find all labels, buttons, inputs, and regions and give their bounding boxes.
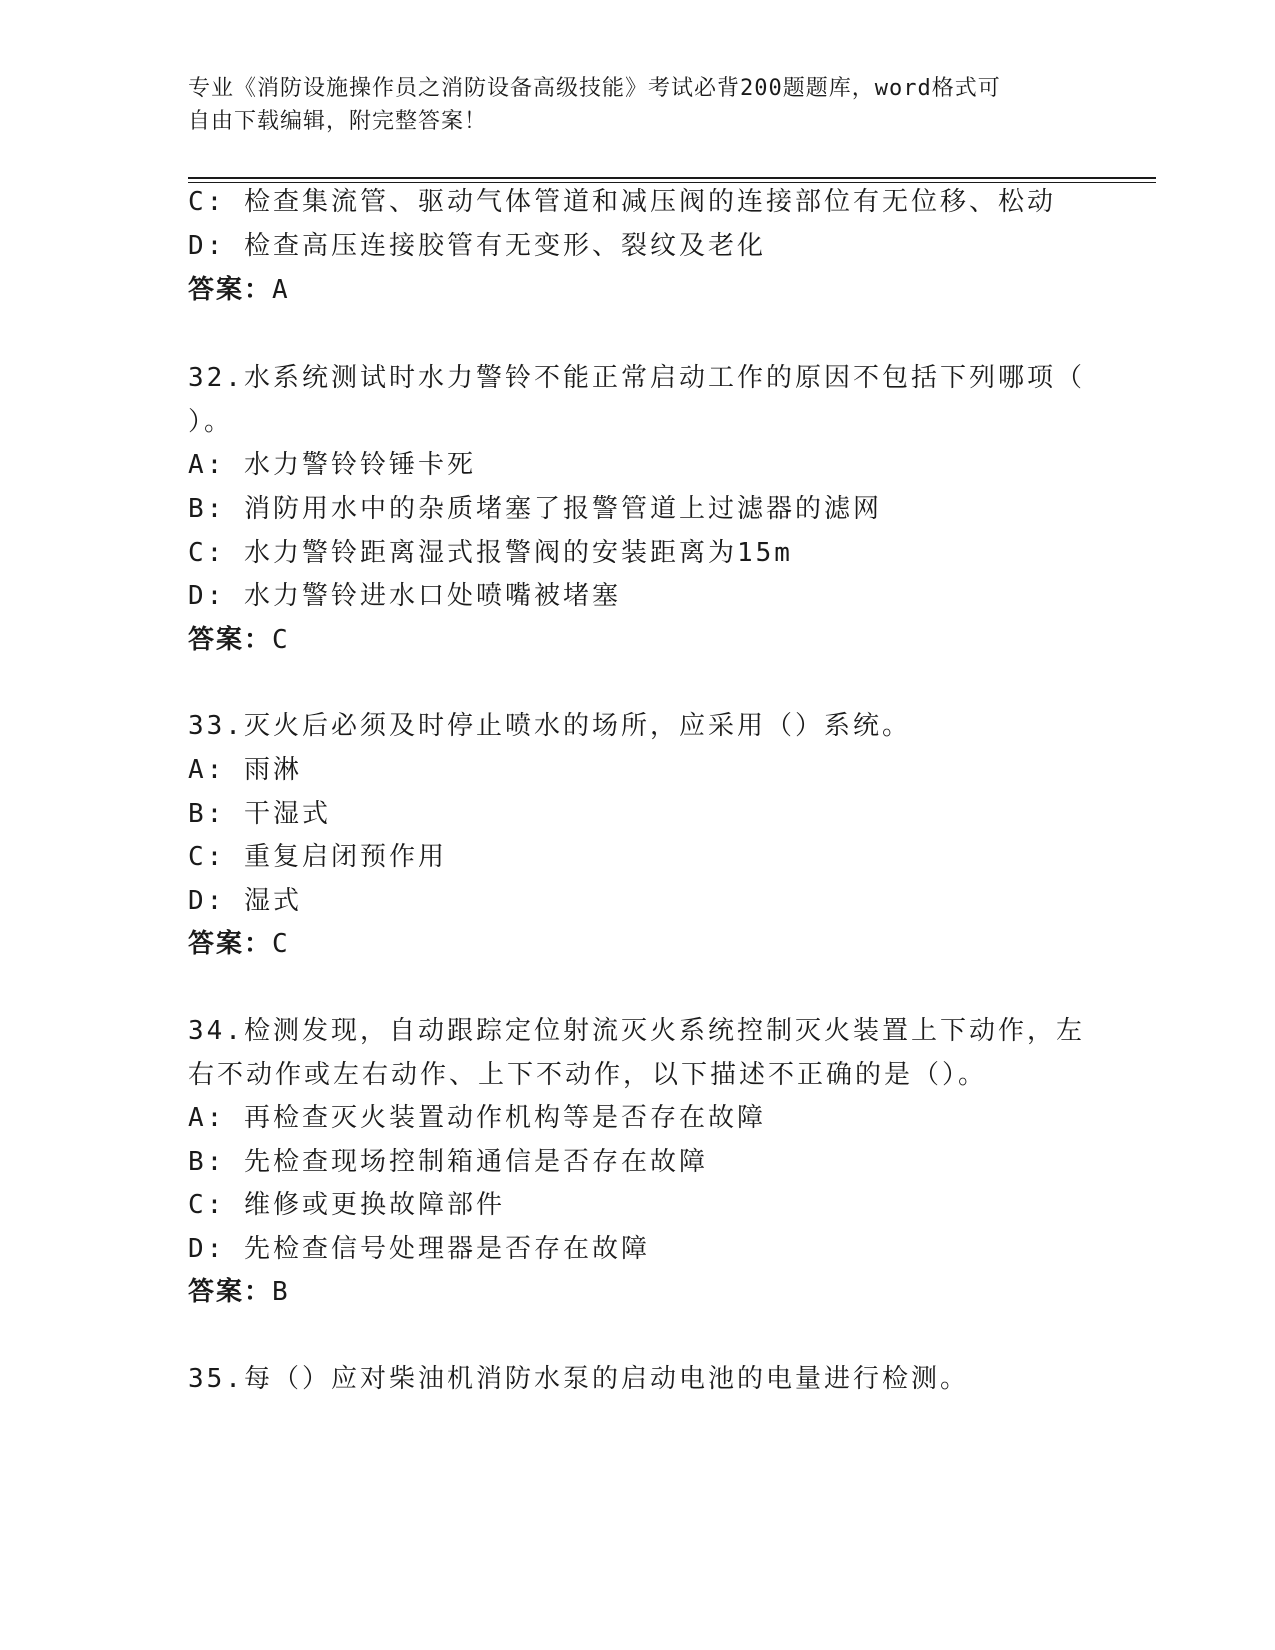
q34-option-c: C: 维修或更换故障部件: [188, 1190, 505, 1220]
q33-stem-line-1: 33.灭火后必须及时停止喷水的场所，应采用（）系统。: [188, 711, 911, 741]
q32-option-a: A: 水力警铃铃锤卡死: [188, 450, 476, 480]
q35-stem-line-1: 35.每（）应对柴油机消防水泵的启动电池的电量进行检测。: [188, 1364, 969, 1394]
header-divider-thin: [188, 182, 1156, 183]
q31-option-c: C: 检查集流管、驱动气体管道和减压阀的连接部位有无位移、松动: [188, 187, 1056, 217]
q34-answer: [188, 1275, 290, 1309]
q31-answer: [188, 273, 290, 307]
header-title-line-2: 自由下载编辑，附完整答案！: [188, 109, 488, 134]
q34-answer-label: 答案：: [188, 1277, 273, 1307]
q33-option-c: C: 重复启闭预作用: [188, 842, 447, 872]
q33-option-a: A: 雨淋: [188, 755, 302, 785]
q33-answer-label: 答案：: [188, 929, 273, 959]
q32-answer: [188, 623, 290, 657]
q34-option-b: B: 先检查现场控制箱通信是否存在故障: [188, 1147, 708, 1177]
q33-option-b: B: 干湿式: [188, 799, 331, 829]
q32-option-d: D: 水力警铃进水口处喷嘴被堵塞: [188, 581, 621, 611]
header-title-line-1: 专业《消防设施操作员之消防设备高级技能》考试必背200题题库，word格式可: [188, 76, 1001, 101]
q32-answer-value: C: [272, 625, 290, 655]
q33-answer-value: C: [272, 929, 290, 959]
q32-option-b: B: 消防用水中的杂质堵塞了报警管道上过滤器的滤网: [188, 494, 882, 524]
q31-option-d: D: 检查高压连接胶管有无变形、裂纹及老化: [188, 231, 766, 261]
header-divider-thick: [188, 177, 1156, 179]
q31-answer-label: 答案：: [188, 275, 273, 305]
q31-answer-value: A: [272, 275, 290, 305]
q32-stem-line-1: 32.水系统测试时水力警铃不能正常启动工作的原因不包括下列哪项（: [188, 363, 1085, 393]
q32-option-c: C: 水力警铃距离湿式报警阀的安装距离为15m: [188, 538, 793, 568]
q34-stem-line-2: 右不动作或左右动作、上下不动作，以下描述不正确的是（）。: [188, 1060, 988, 1090]
q33-answer: [188, 927, 290, 961]
q34-option-a: A: 再检查灭火装置动作机构等是否存在故障: [188, 1103, 766, 1133]
q34-option-d: D: 先检查信号处理器是否存在故障: [188, 1234, 650, 1264]
document-header: [188, 72, 1088, 138]
q32-answer-label: 答案：: [188, 625, 273, 655]
q33-option-d: D: 湿式: [188, 886, 302, 916]
q34-answer-value: B: [272, 1277, 290, 1307]
q34-stem-line-1: 34.检测发现，自动跟踪定位射流灭火系统控制灭火装置上下动作，左: [188, 1016, 1085, 1046]
q32-stem-line-2: ）。: [188, 407, 234, 437]
